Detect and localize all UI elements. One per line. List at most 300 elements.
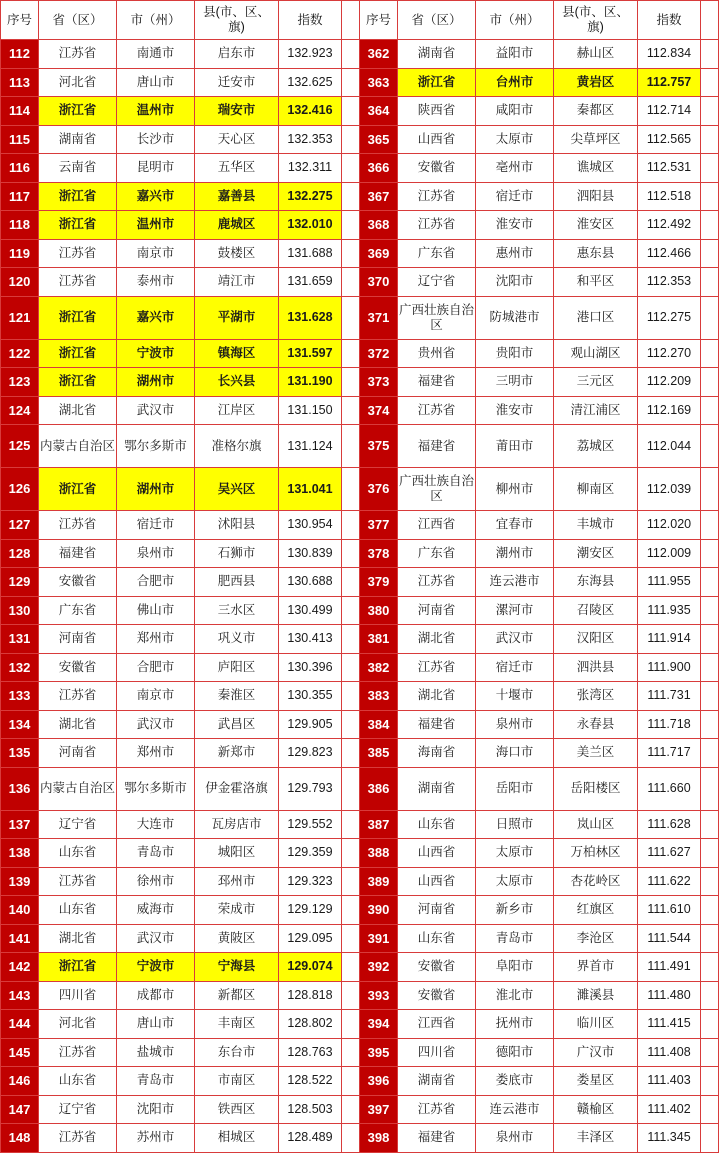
right-edge-gap bbox=[701, 239, 719, 268]
cell-province-left: 湖北省 bbox=[39, 924, 117, 953]
cell-county-right: 荔城区 bbox=[554, 425, 638, 468]
rank-number-left: 139 bbox=[1, 867, 39, 896]
cell-index-left: 131.041 bbox=[279, 468, 342, 511]
cell-index-left: 132.416 bbox=[279, 97, 342, 126]
cell-index-right: 112.757 bbox=[638, 68, 701, 97]
column-gap bbox=[342, 867, 360, 896]
cell-city-right: 台州市 bbox=[476, 68, 554, 97]
cell-index-left: 129.323 bbox=[279, 867, 342, 896]
cell-city-left: 合肥市 bbox=[117, 568, 195, 597]
cell-index-right: 111.627 bbox=[638, 839, 701, 868]
rank-number-left: 117 bbox=[1, 182, 39, 211]
cell-province-right: 福建省 bbox=[398, 710, 476, 739]
column-gap bbox=[342, 125, 360, 154]
cell-city-left: 唐山市 bbox=[117, 1010, 195, 1039]
cell-city-right: 青岛市 bbox=[476, 924, 554, 953]
rank-number-left: 143 bbox=[1, 981, 39, 1010]
cell-county-left: 准格尔旗 bbox=[195, 425, 279, 468]
rank-number-left: 126 bbox=[1, 468, 39, 511]
rank-number-right: 386 bbox=[360, 767, 398, 810]
table-row bbox=[1, 539, 719, 568]
cell-city-left: 威海市 bbox=[117, 896, 195, 925]
cell-index-right: 111.660 bbox=[638, 767, 701, 810]
cell-county-left: 鹿城区 bbox=[195, 211, 279, 240]
rank-number-right: 376 bbox=[360, 468, 398, 511]
cell-city-right: 咸阳市 bbox=[476, 97, 554, 126]
column-gap bbox=[342, 268, 360, 297]
cell-province-right: 湖北省 bbox=[398, 682, 476, 711]
rank-number-left: 148 bbox=[1, 1124, 39, 1153]
rank-number-right: 377 bbox=[360, 511, 398, 540]
rank-number-left: 128 bbox=[1, 539, 39, 568]
cell-city-left: 武汉市 bbox=[117, 396, 195, 425]
header-index-right: 指数 bbox=[638, 1, 701, 40]
cell-city-left: 温州市 bbox=[117, 211, 195, 240]
column-gap bbox=[342, 767, 360, 810]
cell-index-left: 131.628 bbox=[279, 296, 342, 339]
cell-index-right: 112.518 bbox=[638, 182, 701, 211]
cell-index-right: 111.718 bbox=[638, 710, 701, 739]
header-seq-right: 序号 bbox=[360, 1, 398, 40]
cell-county-left: 五华区 bbox=[195, 154, 279, 183]
cell-index-right: 111.914 bbox=[638, 625, 701, 654]
cell-index-left: 130.355 bbox=[279, 682, 342, 711]
right-edge-gap bbox=[701, 97, 719, 126]
cell-province-left: 浙江省 bbox=[39, 368, 117, 397]
cell-province-right: 广东省 bbox=[398, 239, 476, 268]
cell-index-right: 111.955 bbox=[638, 568, 701, 597]
cell-city-left: 大连市 bbox=[117, 810, 195, 839]
cell-county-right: 东海县 bbox=[554, 568, 638, 597]
cell-city-right: 泉州市 bbox=[476, 710, 554, 739]
cell-index-right: 111.544 bbox=[638, 924, 701, 953]
cell-county-right: 界首市 bbox=[554, 953, 638, 982]
table-row bbox=[1, 1067, 719, 1096]
rank-number-right: 395 bbox=[360, 1038, 398, 1067]
rank-number-left: 147 bbox=[1, 1095, 39, 1124]
cell-province-right: 江苏省 bbox=[398, 653, 476, 682]
cell-index-left: 130.688 bbox=[279, 568, 342, 597]
cell-province-right: 贵州省 bbox=[398, 339, 476, 368]
rank-number-right: 366 bbox=[360, 154, 398, 183]
cell-province-left: 山东省 bbox=[39, 1067, 117, 1096]
cell-index-right: 112.834 bbox=[638, 40, 701, 69]
cell-county-right: 李沧区 bbox=[554, 924, 638, 953]
cell-index-right: 111.622 bbox=[638, 867, 701, 896]
cell-province-right: 广西壮族自治区 bbox=[398, 296, 476, 339]
cell-county-left: 吴兴区 bbox=[195, 468, 279, 511]
cell-index-right: 111.610 bbox=[638, 896, 701, 925]
right-edge-gap bbox=[701, 182, 719, 211]
table-row bbox=[1, 211, 719, 240]
column-gap bbox=[342, 511, 360, 540]
cell-county-left: 靖江市 bbox=[195, 268, 279, 297]
cell-index-left: 132.625 bbox=[279, 68, 342, 97]
cell-province-right: 山西省 bbox=[398, 839, 476, 868]
column-gap bbox=[342, 468, 360, 511]
column-gap bbox=[342, 182, 360, 211]
cell-province-right: 湖北省 bbox=[398, 625, 476, 654]
cell-province-right: 山东省 bbox=[398, 924, 476, 953]
cell-province-right: 湖南省 bbox=[398, 40, 476, 69]
cell-province-right: 河南省 bbox=[398, 596, 476, 625]
rank-number-right: 365 bbox=[360, 125, 398, 154]
rank-number-right: 383 bbox=[360, 682, 398, 711]
table-row bbox=[1, 339, 719, 368]
cell-index-left: 129.359 bbox=[279, 839, 342, 868]
cell-county-left: 瑞安市 bbox=[195, 97, 279, 126]
cell-index-left: 131.150 bbox=[279, 396, 342, 425]
column-gap bbox=[342, 68, 360, 97]
cell-province-right: 江西省 bbox=[398, 1010, 476, 1039]
right-edge-gap bbox=[701, 268, 719, 297]
cell-city-left: 湖州市 bbox=[117, 468, 195, 511]
cell-province-right: 湖南省 bbox=[398, 1067, 476, 1096]
right-edge-gap bbox=[701, 125, 719, 154]
table-row bbox=[1, 368, 719, 397]
cell-index-right: 111.628 bbox=[638, 810, 701, 839]
cell-province-right: 山西省 bbox=[398, 125, 476, 154]
header-province-right: 省（区） bbox=[398, 1, 476, 40]
cell-city-right: 防城港市 bbox=[476, 296, 554, 339]
column-gap bbox=[342, 924, 360, 953]
cell-index-right: 111.480 bbox=[638, 981, 701, 1010]
cell-city-right: 日照市 bbox=[476, 810, 554, 839]
cell-province-left: 江苏省 bbox=[39, 268, 117, 297]
right-edge-gap bbox=[701, 68, 719, 97]
cell-county-left: 城阳区 bbox=[195, 839, 279, 868]
cell-city-left: 长沙市 bbox=[117, 125, 195, 154]
cell-index-right: 111.403 bbox=[638, 1067, 701, 1096]
cell-index-left: 128.489 bbox=[279, 1124, 342, 1153]
cell-index-left: 129.823 bbox=[279, 739, 342, 768]
cell-index-right: 111.402 bbox=[638, 1095, 701, 1124]
right-edge-gap bbox=[701, 867, 719, 896]
cell-county-right: 淮安区 bbox=[554, 211, 638, 240]
cell-index-right: 112.020 bbox=[638, 511, 701, 540]
cell-city-left: 湖州市 bbox=[117, 368, 195, 397]
right-edge-gap bbox=[701, 896, 719, 925]
rank-number-right: 379 bbox=[360, 568, 398, 597]
cell-province-left: 江苏省 bbox=[39, 867, 117, 896]
cell-index-left: 131.597 bbox=[279, 339, 342, 368]
rank-number-left: 113 bbox=[1, 68, 39, 97]
column-gap bbox=[342, 653, 360, 682]
cell-province-right: 江西省 bbox=[398, 511, 476, 540]
column-gap bbox=[342, 425, 360, 468]
cell-county-right: 岚山区 bbox=[554, 810, 638, 839]
cell-province-left: 江苏省 bbox=[39, 40, 117, 69]
rank-number-left: 114 bbox=[1, 97, 39, 126]
column-gap bbox=[342, 1010, 360, 1039]
cell-county-left: 肥西县 bbox=[195, 568, 279, 597]
cell-province-left: 江苏省 bbox=[39, 239, 117, 268]
right-edge-gap bbox=[701, 511, 719, 540]
cell-city-left: 泰州市 bbox=[117, 268, 195, 297]
column-gap bbox=[342, 239, 360, 268]
cell-index-left: 129.129 bbox=[279, 896, 342, 925]
cell-city-left: 沈阳市 bbox=[117, 1095, 195, 1124]
right-edge-gap bbox=[701, 1067, 719, 1096]
cell-county-right: 赫山区 bbox=[554, 40, 638, 69]
cell-county-right: 临川区 bbox=[554, 1010, 638, 1039]
right-edge-gap bbox=[701, 468, 719, 511]
cell-county-right: 和平区 bbox=[554, 268, 638, 297]
rank-number-right: 385 bbox=[360, 739, 398, 768]
cell-county-right: 丰城市 bbox=[554, 511, 638, 540]
right-edge-gap bbox=[701, 767, 719, 810]
cell-province-right: 四川省 bbox=[398, 1038, 476, 1067]
table-row bbox=[1, 1095, 719, 1124]
cell-county-left: 鼓楼区 bbox=[195, 239, 279, 268]
table-row bbox=[1, 1124, 719, 1153]
cell-county-left: 黄陂区 bbox=[195, 924, 279, 953]
rank-number-left: 129 bbox=[1, 568, 39, 597]
column-gap bbox=[342, 339, 360, 368]
cell-province-right: 山东省 bbox=[398, 810, 476, 839]
cell-province-right: 浙江省 bbox=[398, 68, 476, 97]
rank-number-right: 369 bbox=[360, 239, 398, 268]
cell-province-left: 江苏省 bbox=[39, 1124, 117, 1153]
right-edge-gap bbox=[701, 953, 719, 982]
cell-city-left: 南京市 bbox=[117, 682, 195, 711]
column-gap bbox=[342, 539, 360, 568]
cell-province-right: 河南省 bbox=[398, 896, 476, 925]
cell-index-left: 128.818 bbox=[279, 981, 342, 1010]
cell-province-right: 海南省 bbox=[398, 739, 476, 768]
cell-city-right: 武汉市 bbox=[476, 625, 554, 654]
cell-province-right: 福建省 bbox=[398, 368, 476, 397]
rank-number-left: 115 bbox=[1, 125, 39, 154]
cell-index-right: 112.169 bbox=[638, 396, 701, 425]
cell-index-left: 131.659 bbox=[279, 268, 342, 297]
cell-index-left: 129.793 bbox=[279, 767, 342, 810]
cell-city-right: 宜春市 bbox=[476, 511, 554, 540]
right-edge-gap bbox=[701, 568, 719, 597]
cell-province-right: 陕西省 bbox=[398, 97, 476, 126]
rank-number-left: 119 bbox=[1, 239, 39, 268]
cell-index-right: 111.731 bbox=[638, 682, 701, 711]
table-row bbox=[1, 867, 719, 896]
cell-province-left: 湖北省 bbox=[39, 396, 117, 425]
rank-number-left: 132 bbox=[1, 653, 39, 682]
cell-province-left: 浙江省 bbox=[39, 97, 117, 126]
cell-province-right: 江苏省 bbox=[398, 211, 476, 240]
cell-province-left: 浙江省 bbox=[39, 339, 117, 368]
table-row bbox=[1, 97, 719, 126]
cell-county-left: 启东市 bbox=[195, 40, 279, 69]
right-edge-gap bbox=[701, 339, 719, 368]
rank-number-right: 362 bbox=[360, 40, 398, 69]
right-edge-gap bbox=[701, 40, 719, 69]
table-row bbox=[1, 68, 719, 97]
rank-number-right: 390 bbox=[360, 896, 398, 925]
table-body bbox=[1, 40, 719, 1153]
rank-number-left: 141 bbox=[1, 924, 39, 953]
cell-county-left: 沭阳县 bbox=[195, 511, 279, 540]
cell-city-left: 郑州市 bbox=[117, 739, 195, 768]
cell-county-left: 镇海区 bbox=[195, 339, 279, 368]
table-row bbox=[1, 511, 719, 540]
rank-number-left: 137 bbox=[1, 810, 39, 839]
cell-county-right: 秦都区 bbox=[554, 97, 638, 126]
rank-number-left: 135 bbox=[1, 739, 39, 768]
cell-county-left: 瓦房店市 bbox=[195, 810, 279, 839]
rank-number-left: 118 bbox=[1, 211, 39, 240]
cell-index-left: 128.802 bbox=[279, 1010, 342, 1039]
cell-index-left: 132.311 bbox=[279, 154, 342, 183]
rank-number-left: 134 bbox=[1, 710, 39, 739]
cell-city-left: 鄂尔多斯市 bbox=[117, 767, 195, 810]
cell-city-right: 泉州市 bbox=[476, 1124, 554, 1153]
cell-city-left: 青岛市 bbox=[117, 839, 195, 868]
rank-number-right: 394 bbox=[360, 1010, 398, 1039]
cell-county-left: 荣成市 bbox=[195, 896, 279, 925]
table-row bbox=[1, 810, 719, 839]
rank-number-right: 387 bbox=[360, 810, 398, 839]
cell-county-right: 潮安区 bbox=[554, 539, 638, 568]
cell-index-left: 129.552 bbox=[279, 810, 342, 839]
header-county-left: 县(市、区、旗) bbox=[195, 1, 279, 40]
rank-number-left: 127 bbox=[1, 511, 39, 540]
rank-number-left: 145 bbox=[1, 1038, 39, 1067]
table-row bbox=[1, 1038, 719, 1067]
cell-city-right: 淮安市 bbox=[476, 211, 554, 240]
cell-index-left: 132.923 bbox=[279, 40, 342, 69]
cell-index-left: 130.839 bbox=[279, 539, 342, 568]
cell-county-left: 平湖市 bbox=[195, 296, 279, 339]
column-gap bbox=[342, 1124, 360, 1153]
rank-number-right: 389 bbox=[360, 867, 398, 896]
cell-province-right: 江苏省 bbox=[398, 1095, 476, 1124]
cell-province-right: 安徽省 bbox=[398, 154, 476, 183]
cell-county-right: 岳阳楼区 bbox=[554, 767, 638, 810]
right-edge-gap bbox=[701, 1038, 719, 1067]
cell-index-left: 132.275 bbox=[279, 182, 342, 211]
rank-number-left: 124 bbox=[1, 396, 39, 425]
cell-county-left: 庐阳区 bbox=[195, 653, 279, 682]
cell-province-left: 广东省 bbox=[39, 596, 117, 625]
cell-province-left: 河北省 bbox=[39, 68, 117, 97]
cell-province-left: 山东省 bbox=[39, 839, 117, 868]
column-gap bbox=[342, 896, 360, 925]
cell-province-left: 浙江省 bbox=[39, 953, 117, 982]
cell-index-right: 112.492 bbox=[638, 211, 701, 240]
cell-index-left: 132.353 bbox=[279, 125, 342, 154]
cell-city-left: 泉州市 bbox=[117, 539, 195, 568]
cell-county-right: 娄星区 bbox=[554, 1067, 638, 1096]
column-gap bbox=[342, 810, 360, 839]
cell-county-right: 赣榆区 bbox=[554, 1095, 638, 1124]
right-edge-gap bbox=[701, 710, 719, 739]
cell-city-right: 连云港市 bbox=[476, 568, 554, 597]
right-edge-gap bbox=[701, 596, 719, 625]
header-province-left: 省（区） bbox=[39, 1, 117, 40]
cell-province-right: 江苏省 bbox=[398, 396, 476, 425]
cell-province-left: 江苏省 bbox=[39, 1038, 117, 1067]
cell-city-left: 徐州市 bbox=[117, 867, 195, 896]
header-index-left: 指数 bbox=[279, 1, 342, 40]
cell-index-right: 112.039 bbox=[638, 468, 701, 511]
rank-number-right: 398 bbox=[360, 1124, 398, 1153]
cell-county-right: 尖草坪区 bbox=[554, 125, 638, 154]
cell-city-left: 南京市 bbox=[117, 239, 195, 268]
right-edge-gap bbox=[701, 425, 719, 468]
rank-number-left: 112 bbox=[1, 40, 39, 69]
cell-county-left: 东台市 bbox=[195, 1038, 279, 1067]
table-row bbox=[1, 839, 719, 868]
cell-province-left: 湖南省 bbox=[39, 125, 117, 154]
cell-county-left: 邳州市 bbox=[195, 867, 279, 896]
cell-city-right: 新乡市 bbox=[476, 896, 554, 925]
rank-number-right: 393 bbox=[360, 981, 398, 1010]
cell-city-left: 青岛市 bbox=[117, 1067, 195, 1096]
right-edge-gap bbox=[701, 296, 719, 339]
cell-county-left: 丰南区 bbox=[195, 1010, 279, 1039]
cell-province-right: 山西省 bbox=[398, 867, 476, 896]
cell-county-left: 嘉善县 bbox=[195, 182, 279, 211]
cell-province-left: 河北省 bbox=[39, 1010, 117, 1039]
cell-city-left: 盐城市 bbox=[117, 1038, 195, 1067]
cell-county-left: 宁海县 bbox=[195, 953, 279, 982]
table-row bbox=[1, 1010, 719, 1039]
table-row bbox=[1, 653, 719, 682]
cell-index-right: 111.345 bbox=[638, 1124, 701, 1153]
cell-county-left: 市南区 bbox=[195, 1067, 279, 1096]
cell-city-left: 宿迁市 bbox=[117, 511, 195, 540]
cell-city-left: 宁波市 bbox=[117, 339, 195, 368]
rank-number-right: 375 bbox=[360, 425, 398, 468]
column-gap bbox=[342, 1095, 360, 1124]
right-edge-gap bbox=[701, 981, 719, 1010]
cell-province-left: 安徽省 bbox=[39, 653, 117, 682]
cell-index-right: 112.714 bbox=[638, 97, 701, 126]
rank-number-right: 372 bbox=[360, 339, 398, 368]
rank-number-left: 146 bbox=[1, 1067, 39, 1096]
cell-county-left: 伊金霍洛旗 bbox=[195, 767, 279, 810]
column-gap bbox=[342, 1067, 360, 1096]
column-gap bbox=[342, 682, 360, 711]
cell-index-right: 111.408 bbox=[638, 1038, 701, 1067]
cell-county-right: 红旗区 bbox=[554, 896, 638, 925]
cell-province-left: 江苏省 bbox=[39, 682, 117, 711]
right-edge-gap bbox=[701, 1124, 719, 1153]
cell-province-right: 安徽省 bbox=[398, 953, 476, 982]
cell-city-left: 苏州市 bbox=[117, 1124, 195, 1153]
cell-city-left: 成都市 bbox=[117, 981, 195, 1010]
cell-city-right: 柳州市 bbox=[476, 468, 554, 511]
cell-province-left: 浙江省 bbox=[39, 211, 117, 240]
right-edge-gap bbox=[701, 211, 719, 240]
cell-county-right: 召陵区 bbox=[554, 596, 638, 625]
rank-number-right: 363 bbox=[360, 68, 398, 97]
cell-county-right: 美兰区 bbox=[554, 739, 638, 768]
cell-index-right: 111.900 bbox=[638, 653, 701, 682]
table-row bbox=[1, 239, 719, 268]
table-row bbox=[1, 425, 719, 468]
column-gap bbox=[342, 596, 360, 625]
rank-number-right: 364 bbox=[360, 97, 398, 126]
cell-city-left: 昆明市 bbox=[117, 154, 195, 183]
cell-province-left: 河南省 bbox=[39, 739, 117, 768]
cell-city-right: 连云港市 bbox=[476, 1095, 554, 1124]
cell-index-left: 129.074 bbox=[279, 953, 342, 982]
rank-number-left: 140 bbox=[1, 896, 39, 925]
cell-county-right: 广汉市 bbox=[554, 1038, 638, 1067]
rank-number-right: 380 bbox=[360, 596, 398, 625]
cell-index-right: 112.209 bbox=[638, 368, 701, 397]
rank-number-left: 121 bbox=[1, 296, 39, 339]
